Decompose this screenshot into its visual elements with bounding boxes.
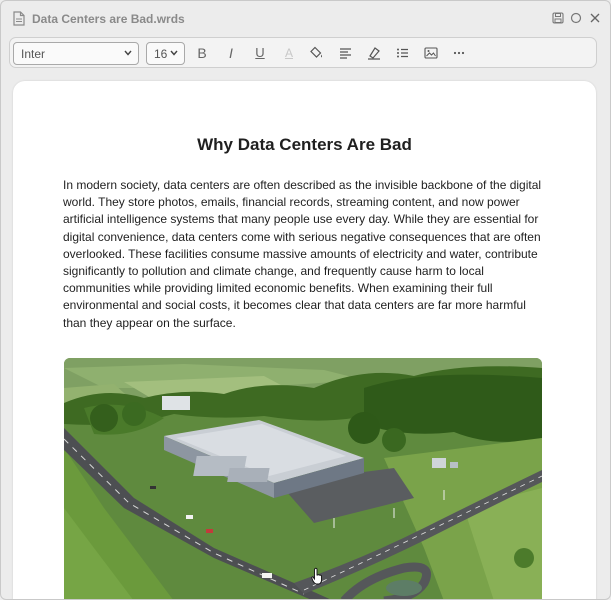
font-size-select[interactable] xyxy=(146,42,185,65)
data-center-aerial-photo[interactable] xyxy=(64,358,542,600)
highlighter-icon xyxy=(367,46,381,60)
chevron-down-icon xyxy=(170,50,178,56)
title-bar xyxy=(1,1,610,37)
close-icon[interactable] xyxy=(589,12,601,24)
paint-bucket-icon xyxy=(310,46,324,60)
align-left-button[interactable] xyxy=(337,45,353,61)
align-left-icon xyxy=(339,47,352,59)
bullet-list-button[interactable] xyxy=(394,45,410,61)
font-family-select[interactable] xyxy=(13,42,139,65)
document-heading[interactable]: Why Data Centers Are Bad xyxy=(197,135,412,154)
formatting-toolbar xyxy=(9,37,597,68)
highlight-button[interactable] xyxy=(366,45,382,61)
document-page[interactable] xyxy=(13,81,596,600)
bold-button[interactable] xyxy=(194,45,210,61)
italic-icon: I xyxy=(229,45,233,61)
fill-color-button[interactable] xyxy=(309,45,325,61)
text-color-button[interactable] xyxy=(281,45,297,61)
italic-button[interactable] xyxy=(223,45,239,61)
window-title: Data Centers are Bad.wrds xyxy=(32,12,185,26)
text-color-icon: A xyxy=(284,46,293,60)
aerial-photo-illustration xyxy=(64,358,542,600)
underline-button[interactable] xyxy=(252,45,268,61)
maximize-circle-icon[interactable] xyxy=(570,12,582,24)
bold-icon: B xyxy=(197,45,207,61)
underline-icon: U xyxy=(255,45,265,60)
font-family-value: Inter xyxy=(21,47,46,61)
insert-image-button[interactable] xyxy=(423,45,439,61)
hand-pointer-cursor-icon xyxy=(311,567,323,585)
chevron-down-icon xyxy=(124,50,132,56)
more-icon xyxy=(453,51,465,55)
more-options-button[interactable] xyxy=(451,45,467,61)
save-icon[interactable] xyxy=(552,12,564,24)
image-icon xyxy=(424,47,438,59)
bullet-list-icon xyxy=(396,47,409,59)
document-file-icon xyxy=(13,11,25,26)
font-size-value: 16 xyxy=(154,47,168,61)
document-paragraph[interactable]: In modern society, data centers are often described as the invisible backbone of the digital world. They store photos, emails, financial records, streaming content, and now power artificial intelligence systems that many people use every day. While they are essential for digital convenience, data centers come with serious negative consequences that are often overlooked. These facilities consume massive amounts of electricity and water, contribute significantly to pollution and climate change, and frequently cause harm to local communities while providing limited economic benefits. When examining their full environmental and social costs, it becomes clear that data centers are far more harmful than they appear on the surface. xyxy=(63,178,542,330)
